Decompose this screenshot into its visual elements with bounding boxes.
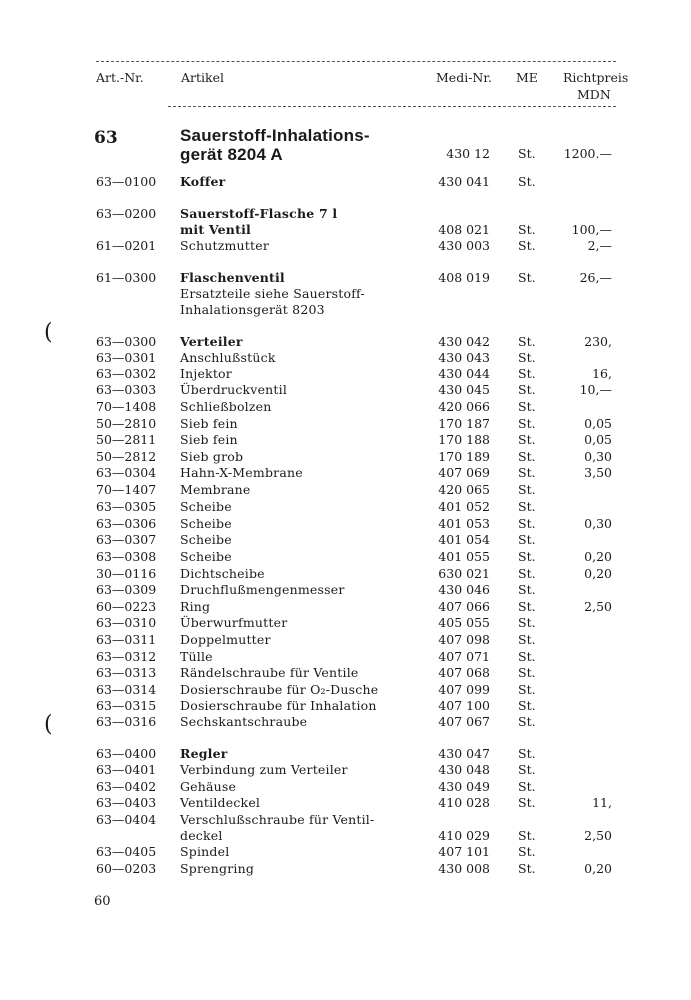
table-row (0, 366, 691, 382)
article-description: Schließbolzen (180, 399, 272, 414)
price: 230, (584, 334, 612, 349)
article-description: Spindel (180, 844, 230, 859)
unit: St. (518, 499, 536, 514)
header-mdn: MDN (577, 87, 611, 102)
article-description: Ventildeckel (180, 795, 261, 810)
medi-number: 401 054 (438, 532, 490, 547)
article-description: Verschlußschraube für Ventil- (180, 812, 375, 827)
section-number: 63 (94, 128, 118, 148)
table-row (0, 516, 691, 532)
medi-number: 430 048 (438, 762, 490, 777)
article-number: 63—0312 (96, 649, 157, 664)
margin-mark-lower: ( (44, 712, 53, 737)
price: 100,— (571, 222, 612, 237)
unit: St. (518, 746, 536, 761)
section-me: St. (518, 146, 536, 161)
medi-number: 630 021 (438, 566, 490, 581)
article-description: mit Ventil (180, 222, 251, 237)
price: 11, (592, 795, 612, 810)
medi-number: 407 067 (438, 714, 490, 729)
header-top-rule (96, 61, 616, 62)
article-number: 63—0311 (96, 632, 157, 647)
table-row (0, 382, 691, 398)
price: 26,— (579, 270, 612, 285)
article-description: Dosierschraube für O₂-Dusche (180, 682, 379, 697)
unit: St. (518, 174, 536, 189)
table-row (0, 499, 691, 515)
unit: St. (518, 366, 536, 381)
section-meta-row (0, 146, 691, 162)
article-number: 63—0316 (96, 714, 157, 729)
price: 10,— (579, 382, 612, 397)
article-number: 63—0100 (96, 174, 157, 189)
article-description: Schutzmutter (180, 238, 269, 253)
article-number: 63—0305 (96, 499, 157, 514)
section-title-line2: gerät 8204 A (180, 145, 283, 164)
article-description: Dichtscheibe (180, 566, 265, 581)
table-row (0, 649, 691, 665)
table-row (0, 746, 691, 762)
article-description: Verbindung zum Verteiler (180, 762, 348, 777)
table-row (0, 270, 691, 286)
article-number: 61—0201 (96, 238, 157, 253)
unit: St. (518, 382, 536, 397)
article-description: Überdruckventil (180, 382, 288, 397)
article-description: Überwurfmutter (180, 615, 288, 630)
unit: St. (518, 238, 536, 253)
price: 0,30 (584, 449, 612, 464)
price: 0,05 (584, 416, 612, 431)
medi-number: 420 066 (438, 399, 490, 414)
table-row (0, 174, 691, 190)
unit: St. (518, 334, 536, 349)
article-number: 63—0304 (96, 465, 157, 480)
section-medi: 430 12 (446, 146, 490, 161)
page-number: 60 (94, 894, 111, 909)
article-description: Dosierschraube für Inhalation (180, 698, 377, 713)
header-medi-nr: Medi-Nr. (436, 70, 492, 85)
table-row (0, 286, 691, 302)
medi-number: 408 019 (438, 270, 490, 285)
article-number: 50—2811 (96, 432, 157, 447)
table-row (0, 828, 691, 844)
article-description: Doppelmutter (180, 632, 271, 647)
price: 2,50 (584, 599, 612, 614)
article-description: Scheibe (180, 532, 232, 547)
table-row (0, 416, 691, 432)
article-description: Ersatzteile siehe Sauerstoff- (180, 286, 365, 301)
price: 0,20 (584, 549, 612, 564)
table-row (0, 432, 691, 448)
price: 0,05 (584, 432, 612, 447)
medi-number: 408 021 (438, 222, 490, 237)
medi-number: 430 043 (438, 350, 490, 365)
table-row (0, 844, 691, 860)
article-number: 30—0116 (96, 566, 157, 581)
article-number: 63—0302 (96, 366, 157, 381)
article-description: Hahn-X-Membrane (180, 465, 303, 480)
table-row (0, 779, 691, 795)
article-description: Sechskantschraube (180, 714, 308, 729)
medi-number: 430 041 (438, 174, 490, 189)
article-number: 60—0223 (96, 599, 157, 614)
article-number: 63—0307 (96, 532, 157, 547)
unit: St. (518, 482, 536, 497)
medi-number: 430 044 (438, 366, 490, 381)
medi-number: 410 029 (438, 828, 490, 843)
price: 0,20 (584, 566, 612, 581)
article-description: Sauerstoff-Flasche 7 l (180, 206, 338, 221)
medi-number: 430 003 (438, 238, 490, 253)
medi-number: 401 052 (438, 499, 490, 514)
article-description: Scheibe (180, 499, 232, 514)
table-row (0, 861, 691, 877)
medi-number: 430 008 (438, 861, 490, 876)
table-row (0, 334, 691, 350)
article-number: 60—0203 (96, 861, 157, 876)
article-number: 63—0301 (96, 350, 157, 365)
table-row (0, 465, 691, 481)
medi-number: 407 066 (438, 599, 490, 614)
article-number: 50—2810 (96, 416, 157, 431)
unit: St. (518, 449, 536, 464)
table-row (0, 682, 691, 698)
article-description: deckel (180, 828, 223, 843)
article-number: 63—0403 (96, 795, 157, 810)
table-row (0, 399, 691, 415)
unit: St. (518, 714, 536, 729)
article-description: Sprengring (180, 861, 255, 876)
article-number: 63—0402 (96, 779, 157, 794)
medi-number: 170 187 (438, 416, 490, 431)
article-description: Regler (180, 746, 228, 761)
article-description: Membrane (180, 482, 251, 497)
article-number: 63—0314 (96, 682, 157, 697)
table-row (0, 698, 691, 714)
medi-number: 407 100 (438, 698, 490, 713)
table-row (0, 599, 691, 615)
medi-number: 170 189 (438, 449, 490, 464)
table-row (0, 302, 691, 318)
unit: St. (518, 516, 536, 531)
article-number: 63—0404 (96, 812, 157, 827)
unit: St. (518, 762, 536, 777)
medi-number: 430 046 (438, 582, 490, 597)
header-me: ME (516, 70, 538, 85)
article-description: Tülle (180, 649, 213, 664)
section-price: 1200.— (563, 146, 612, 161)
medi-number: 401 055 (438, 549, 490, 564)
article-description: Anschlußstück (180, 350, 276, 365)
medi-number: 420 065 (438, 482, 490, 497)
price: 0,30 (584, 516, 612, 531)
article-number: 63—0300 (96, 334, 157, 349)
table-row (0, 665, 691, 681)
header-bottom-rule (168, 106, 616, 107)
unit: St. (518, 861, 536, 876)
unit: St. (518, 270, 536, 285)
article-number: 63—0400 (96, 746, 157, 761)
article-description: Sieb fein (180, 432, 238, 447)
article-description: Injektor (180, 366, 232, 381)
price: 16, (592, 366, 612, 381)
article-description: Gehäuse (180, 779, 237, 794)
article-description: Sieb grob (180, 449, 244, 464)
unit: St. (518, 350, 536, 365)
medi-number: 430 045 (438, 382, 490, 397)
article-number: 63—0306 (96, 516, 157, 531)
unit: St. (518, 532, 536, 547)
medi-number: 430 047 (438, 746, 490, 761)
unit: St. (518, 399, 536, 414)
table-row (0, 532, 691, 548)
header-art-nr: Art.-Nr. (96, 70, 144, 85)
medi-number: 170 188 (438, 432, 490, 447)
unit: St. (518, 828, 536, 843)
table-row (0, 482, 691, 498)
medi-number: 430 049 (438, 779, 490, 794)
medi-number: 401 053 (438, 516, 490, 531)
article-number: 70—1408 (96, 399, 157, 414)
unit: St. (518, 844, 536, 859)
table-row (0, 566, 691, 582)
medi-number: 405 055 (438, 615, 490, 630)
article-description: Scheibe (180, 516, 232, 531)
unit: St. (518, 566, 536, 581)
medi-number: 407 098 (438, 632, 490, 647)
medi-number: 407 068 (438, 665, 490, 680)
article-number: 70—1407 (96, 482, 157, 497)
unit: St. (518, 665, 536, 680)
unit: St. (518, 549, 536, 564)
table-row (0, 449, 691, 465)
unit: St. (518, 649, 536, 664)
article-number: 63—0315 (96, 698, 157, 713)
article-number: 63—0200 (96, 206, 157, 221)
table-row (0, 812, 691, 828)
medi-number: 407 101 (438, 844, 490, 859)
article-number: 63—0310 (96, 615, 157, 630)
article-number: 63—0401 (96, 762, 157, 777)
table-row (0, 762, 691, 778)
medi-number: 410 028 (438, 795, 490, 810)
article-description: Ring (180, 599, 211, 614)
medi-number: 407 099 (438, 682, 490, 697)
medi-number: 430 042 (438, 334, 490, 349)
table-row (0, 795, 691, 811)
table-row (0, 222, 691, 238)
price: 3,50 (584, 465, 612, 480)
medi-number: 407 069 (438, 465, 490, 480)
header-richtpreis: Richtpreis (563, 70, 629, 85)
unit: St. (518, 582, 536, 597)
article-number: 63—0308 (96, 549, 157, 564)
section-title-line1: Sauerstoff-Inhalations- (180, 126, 370, 145)
table-row (0, 582, 691, 598)
article-description: Flaschenventil (180, 270, 285, 285)
article-number: 63—0405 (96, 844, 157, 859)
article-description: Inhalationsgerät 8203 (180, 302, 325, 317)
article-number: 61—0300 (96, 270, 157, 285)
table-row (0, 350, 691, 366)
header-artikel: Artikel (181, 70, 224, 85)
article-number: 63—0303 (96, 382, 157, 397)
article-description: Sieb fein (180, 416, 238, 431)
article-description: Druchflußmengenmesser (180, 582, 345, 597)
article-description: Scheibe (180, 549, 232, 564)
table-row (0, 206, 691, 222)
margin-mark-upper: ( (44, 320, 53, 345)
unit: St. (518, 465, 536, 480)
article-description: Koffer (180, 174, 226, 189)
unit: St. (518, 795, 536, 810)
article-description: Verteiler (180, 334, 243, 349)
unit: St. (518, 682, 536, 697)
unit: St. (518, 698, 536, 713)
price: 2,— (587, 238, 612, 253)
table-row (0, 549, 691, 565)
unit: St. (518, 416, 536, 431)
unit: St. (518, 432, 536, 447)
unit: St. (518, 599, 536, 614)
price: 0,20 (584, 861, 612, 876)
table-row (0, 714, 691, 730)
price: 2,50 (584, 828, 612, 843)
unit: St. (518, 632, 536, 647)
article-number: 63—0309 (96, 582, 157, 597)
article-description: Rändelschraube für Ventile (180, 665, 359, 680)
article-number: 63—0313 (96, 665, 157, 680)
table-row (0, 615, 691, 631)
article-number: 50—2812 (96, 449, 157, 464)
unit: St. (518, 222, 536, 237)
table-row (0, 632, 691, 648)
unit: St. (518, 779, 536, 794)
table-row (0, 238, 691, 254)
medi-number: 407 071 (438, 649, 490, 664)
unit: St. (518, 615, 536, 630)
